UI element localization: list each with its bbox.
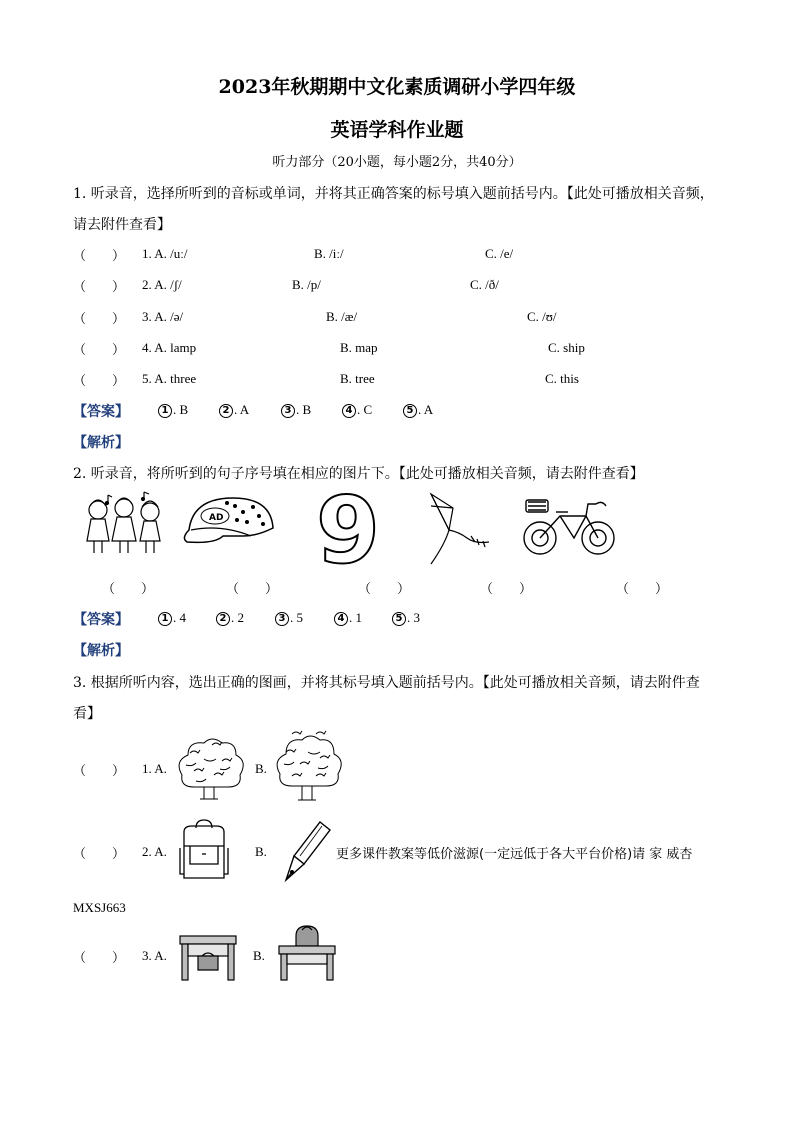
answer-bracket[interactable]: （ ）: [73, 249, 126, 264]
answer-bracket[interactable]: （ ）: [73, 847, 126, 862]
promo-text: 更多课件教案等低价滋源(一定远低于各大平台价格)请 家 威杏: [336, 847, 693, 862]
answer-label: 【答案】: [73, 612, 129, 628]
option-b: B. /æ/: [326, 309, 358, 324]
schoolbag-picture: [174, 818, 234, 882]
singing-girls-picture: [78, 490, 170, 558]
option-a: 5. A. three: [142, 371, 197, 386]
answer-item: 2 . 2: [216, 610, 244, 626]
birds-in-tree-picture-a: [174, 735, 244, 801]
circled-number: 2: [219, 404, 233, 418]
desk-with-bag-under-picture: [176, 930, 240, 982]
answer-item: 5 . A: [403, 402, 433, 418]
analysis-label: 【解析】: [73, 435, 129, 451]
answer-bracket[interactable]: （ ）: [73, 764, 126, 779]
option-c: C. ship: [548, 340, 585, 355]
option-a: 2. A.: [142, 844, 167, 859]
circled-number: 4: [342, 404, 356, 418]
answer-item: 3 . B: [281, 402, 311, 418]
option-a: 2. A. /ʃ/: [142, 277, 182, 292]
option-a: 1. A.: [142, 761, 167, 776]
answer-label: 【答案】: [73, 404, 129, 420]
option-a: 1. A. /uː/: [142, 246, 188, 261]
answer-item: 1 . B: [158, 402, 188, 418]
option-b: B. map: [340, 340, 378, 355]
page-title: 2023年秋期期中文化素质调研小学四年级: [218, 76, 576, 98]
answer-bracket[interactable]: （ ）: [73, 312, 126, 327]
q1-prompt-line2: 请去附件查看】: [73, 217, 171, 233]
option-c: C. this: [545, 371, 579, 386]
option-b: B.: [255, 844, 267, 859]
answer-item: 4 . 1: [334, 610, 362, 626]
answer-bracket[interactable]: （ ）: [73, 280, 126, 295]
picture-answer-bracket[interactable]: （ ）: [616, 582, 669, 597]
analysis-label: 【解析】: [73, 643, 129, 659]
circled-number: 4: [334, 612, 348, 626]
cap-picture: [183, 494, 279, 552]
option-b: B.: [255, 761, 267, 776]
circled-number: 1: [158, 612, 172, 626]
option-b: B. /p/: [292, 277, 321, 292]
circled-number: 1: [158, 404, 172, 418]
answer-item: 4 . C: [342, 402, 372, 418]
picture-answer-bracket[interactable]: （ ）: [358, 582, 411, 597]
answer-bracket[interactable]: （ ）: [73, 343, 126, 358]
answer-item: 2 . A: [219, 402, 249, 418]
option-c: C. /ʊ/: [527, 309, 557, 324]
kite-picture: [415, 490, 495, 566]
q1-prompt-line1: 1. 听录音，选择所听到的音标或单词，并将其正确答案的标号填入题前括号内。【此处可播放相关音频，: [73, 186, 714, 202]
answer-bracket[interactable]: （ ）: [73, 374, 126, 389]
nine-digit: 9: [315, 488, 381, 568]
bike-picture: [520, 490, 618, 558]
pen-picture: [278, 818, 334, 884]
option-b: B.: [253, 948, 265, 963]
picture-answer-bracket[interactable]: （ ）: [226, 582, 279, 597]
answer-bracket[interactable]: （ ）: [73, 951, 126, 966]
option-b: B. /iː/: [314, 246, 344, 261]
option-a: 4. A. lamp: [142, 340, 197, 355]
option-b: B. tree: [340, 371, 375, 386]
q2-prompt: 2. 听录音，将所听到的句子序号填在相应的图片下。【此处可播放相关音频，请去附件查看】: [73, 466, 644, 482]
option-a: 3. A.: [142, 948, 167, 963]
cap-text: AD: [209, 513, 224, 523]
answer-item: 5 . 3: [392, 610, 420, 626]
picture-answer-bracket[interactable]: （ ）: [480, 582, 533, 597]
circled-number: 5: [403, 404, 417, 418]
circled-number: 2: [216, 612, 230, 626]
circled-number: 3: [281, 404, 295, 418]
option-a: 3. A. /ə/: [142, 309, 184, 324]
picture-answer-bracket[interactable]: （ ）: [102, 582, 155, 597]
option-c: C. /ð/: [470, 277, 499, 292]
option-c: C. /e/: [485, 246, 514, 261]
desk-with-bag-on-picture: [276, 924, 338, 982]
q3-prompt-line1: 3. 根据所听内容，选出正确的图画，并将其标号填入题前括号内。【此处可播放相关音频，请去附件查: [73, 675, 700, 691]
page-subtitle: 英语学科作业题: [330, 119, 464, 141]
promo-code: MXSJ663: [73, 900, 126, 915]
birds-in-tree-picture-b: [272, 730, 342, 804]
answer-item: 3 . 5: [275, 610, 303, 626]
q3-prompt-line2: 看】: [73, 706, 101, 722]
number-nine-picture: [312, 488, 384, 568]
circled-number: 3: [275, 612, 289, 626]
answer-item: 1 . 4: [158, 610, 186, 626]
section-heading: 听力部分（20小题，每小题2分，共40分）: [272, 155, 522, 170]
circled-number: 5: [392, 612, 406, 626]
